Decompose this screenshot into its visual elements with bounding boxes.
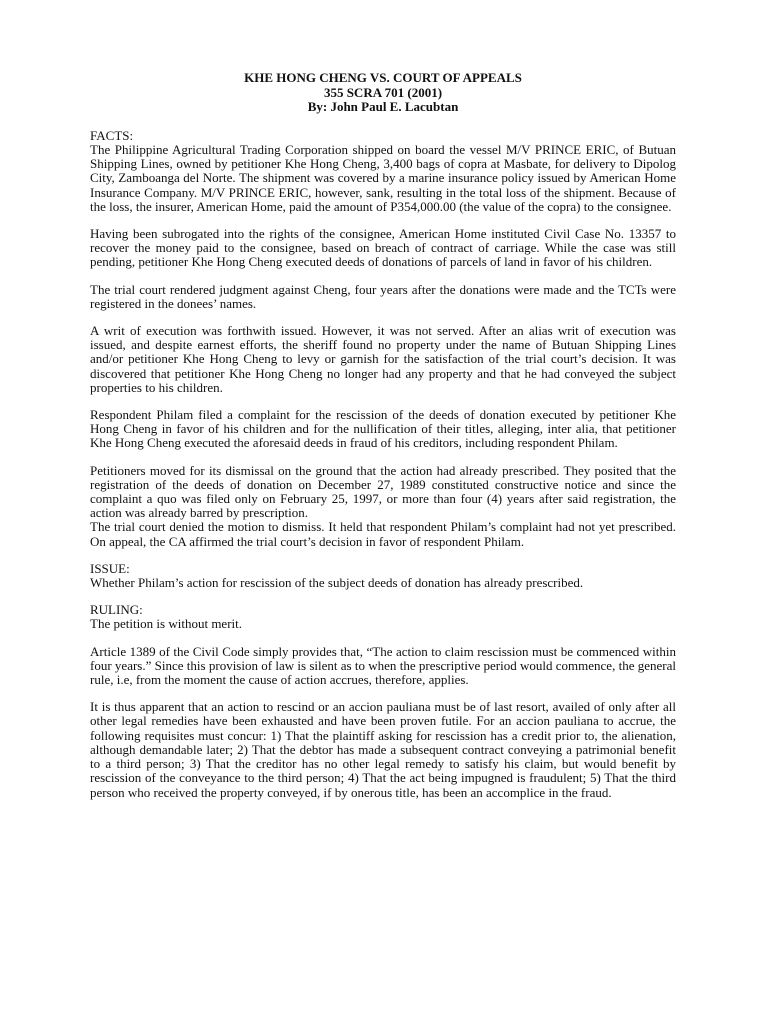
facts-paragraph-6: Petitioners moved for its dismissal on the ground that the action had already prescribed. They posited that the registration of the deeds of donation on December 27, 1989 constituted constructive notice and since the complaint a quo was filed only on February 25, 1997, or more than four (4) years after said registration, the action was already barred by prescription.	[90, 462, 676, 521]
facts-label: FACTS:	[90, 127, 134, 143]
facts-paragraph-4: A writ of execution was forthwith issued. However, it was not served. After an alias writ of execution was issued, and despite earnest efforts, the sheriff found no property under the name of Butuan Shipping Lines and/or petitioner Khe Hong Cheng to levy or garnish for the satisfaction of the trial court’s decision. It was discovered that petitioner Khe Hong Cheng no longer had any property and that he had conveyed the subject properties to his children.	[90, 323, 676, 395]
ruling-paragraph-1: Article 1389 of the Civil Code simply provides that, “The action to claim rescission must be commenced within four years.” Since this provision of law is silent as to when the prescriptive period would commence, the general rule, i.e, from the moment the cause of action accrues, therefore, applies.	[90, 643, 676, 688]
ruling-summary: The petition is without merit.	[90, 616, 243, 632]
issue-label: ISSUE:	[90, 560, 130, 576]
case-author: By: John Paul E. Lacubtan	[307, 99, 459, 115]
ruling-section	[90, 603, 676, 799]
issue-text: Whether Philam’s action for rescission of the subject deeds of donation has already prescribed.	[90, 575, 584, 591]
ruling-label: RULING:	[90, 602, 143, 618]
issue-section	[90, 562, 676, 590]
ruling-paragraph-2: It is thus apparent that an action to rescind or an accion pauliana must be of last resort, availed of only after all other legal remedies have been exhausted and have been proven futile. For an accion pauliana to accrue, the following requisites must concur: 1) That the plaintiff asking for rescission has a credit prior to, the alienation, although demandable later; 2) That the debtor has made a subsequent contract conveying a patrimonial benefit to a third person; 3) That the creditor has no other legal remedy to satisfy his claim, but would benefit by rescission of the conveyance to the third person; 4) That the act being impugned is fraudulent; 5) That the third person who received the property conveyed, if by onerous title, has been an accomplice in the fraud.	[90, 699, 676, 800]
facts-paragraph-7: The trial court denied the motion to dismiss. It held that respondent Philam’s complaint had not yet prescribed. On appeal, the CA affirmed the trial court’s decision in favor of respondent Philam.	[90, 519, 676, 549]
document-header	[90, 71, 676, 115]
facts-paragraph-1: The Philippine Agricultural Trading Corporation shipped on board the vessel M/V PRINCE ERIC, of Butuan Shipping Lines, owned by petitioner Khe Hong Cheng, 3,400 bags of copra at Masbate, for delivery to Dipolog City, Zamboanga del Norte. The shipment was covered by a marine insurance policy issued by American Home Insurance Company. M/V PRINCE ERIC, however, sank, resulting in the total loss of the shipment. Because of the loss, the insurer, American Home, paid the amount of P354,000.00 (the value of the copra) to the consignee.	[90, 141, 676, 214]
case-title: KHE HONG CHENG VS. COURT OF APPEALS	[244, 70, 522, 85]
facts-paragraph-3: The trial court rendered judgment against Cheng, four years after the donations were made and the TCTs were registered in the donees’ names.	[90, 281, 676, 311]
facts-section	[90, 129, 676, 549]
case-citation: 355 SCRA 701 (2001)	[323, 84, 443, 100]
document-page	[90, 71, 676, 813]
facts-paragraph-2: Having been subrogated into the rights of the consignee, American Home instituted Civil Case No. 13357 to recover the money paid to the consignee, based on breach of contract of carriage. While the case was still pending, petitioner Khe Hong Cheng executed deeds of donations of parcels of land in favor of his children.	[90, 226, 676, 270]
facts-paragraph-5: Respondent Philam filed a complaint for the rescission of the deeds of donation executed by petitioner Khe Hong Cheng in favor of his children and for the nullification of their titles, alleging, inter alia, that petitioner Khe Hong Cheng executed the aforesaid deeds in fraud of his creditors, including respondent Philam.	[90, 407, 676, 451]
